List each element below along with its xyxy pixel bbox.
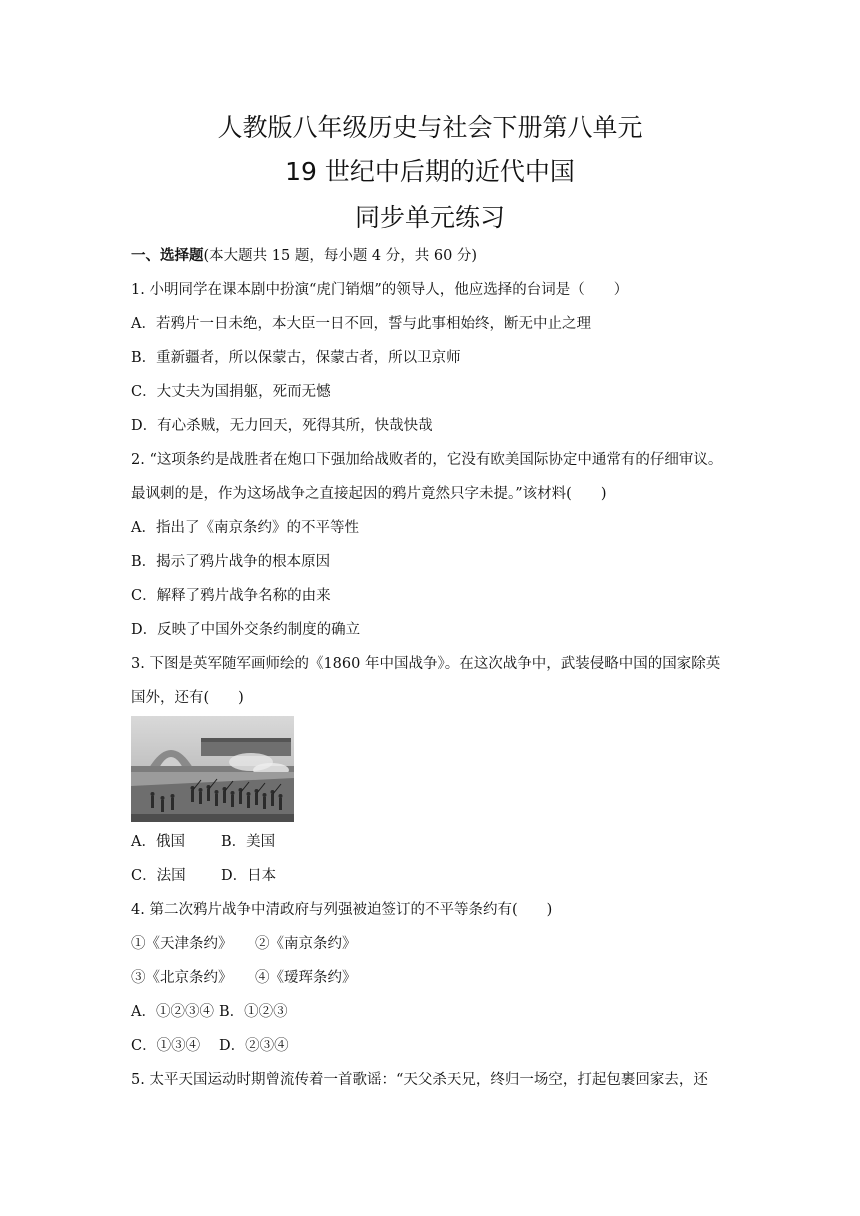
question-3-options-row-1 <box>131 832 275 852</box>
question-4-items-row-1 <box>131 934 357 954</box>
section-note: (本大题共 15 题，每小题 4 分，共 60 分) <box>203 248 478 264</box>
question-5-stem: 5. 太平天国运动时期曾流传着一首歌谣：“天父杀天兄，终归一场空，打起包裹回家去，还 <box>131 1072 708 1088</box>
question-2-option-c: C．解释了鸦片战争名称的由来 <box>131 588 331 604</box>
question-4-item-1: ①《天津条约》 <box>131 936 233 952</box>
question-4-item-2: ②《南京条约》 <box>255 936 357 952</box>
section-heading: 一、选择题 <box>131 247 204 264</box>
question-1-option-d: D．有心杀贼，无力回天，死得其所，快哉快哉 <box>131 418 433 434</box>
title-line-1: 人教版八年级历史与社会下册第八单元 <box>217 113 643 142</box>
title-line-3: 同步单元练习 <box>354 203 505 232</box>
question-4-options-row-2 <box>131 1036 289 1056</box>
question-4-item-4: ④《瑷珲条约》 <box>255 970 357 986</box>
question-4-options-row-1 <box>131 1002 288 1022</box>
question-1-option-c: C．大丈夫为国捐躯，死而无憾 <box>131 384 331 400</box>
question-4-option-a: A．①②③④ <box>131 1004 214 1020</box>
question-3-stem-line-2: 国外，还有( ) <box>131 690 244 706</box>
question-1-option-a: A．若鸦片一日未绝，本大臣一日不回，誓与此事相始终，断无中止之理 <box>131 316 591 332</box>
question-2-option-d: D．反映了中国外交条约制度的确立 <box>131 622 361 638</box>
question-3-option-a: A．俄国 <box>131 834 185 850</box>
battle-engraving-image <box>131 716 294 822</box>
section-header <box>131 246 477 266</box>
question-4-stem: 4. 第二次鸦片战争中清政府与列强被迫签订的不平等条约有( ) <box>131 902 553 918</box>
question-1-stem: 1. 小明同学在课本剧中扮演“虎门销烟”的领导人，他应选择的台词是（ ） <box>131 282 629 298</box>
question-3-option-b: B．美国 <box>221 834 276 850</box>
title-line-2: 19 世纪中后期的近代中国 <box>285 157 575 186</box>
question-2-option-b: B．揭示了鸦片战争的根本原因 <box>131 554 331 570</box>
question-4-option-d: D．②③④ <box>219 1038 289 1054</box>
question-3-stem-line-1: 3. 下图是英军随军画师绘的《1860 年中国战争》。在这次战争中，武装侵略中国的国家除英 <box>131 656 721 672</box>
question-2-stem-line-2: 最讽刺的是，作为这场战争之直接起因的鸦片竟然只字未提。”该材料( ) <box>131 486 607 502</box>
question-4-item-3: ③《北京条约》 <box>131 970 233 986</box>
battle-illustration-icon <box>131 716 294 822</box>
question-3-option-c: C．法国 <box>131 868 186 884</box>
question-4-option-c: C．①③④ <box>131 1038 201 1054</box>
question-4-option-b: B．①②③ <box>219 1004 288 1020</box>
question-2-option-a: A．指出了《南京条约》的不平等性 <box>131 520 359 536</box>
question-3-option-d: D．日本 <box>221 868 277 884</box>
question-1-option-b: B．重新疆者，所以保蒙古，保蒙古者，所以卫京师 <box>131 350 461 366</box>
question-3-options-row-2 <box>131 866 276 886</box>
question-4-items-row-2 <box>131 968 357 988</box>
question-2-stem-line-1: 2. “这项条约是战胜者在炮口下强加给战败者的，它没有欧美国际协定中通常有的仔细审议。 <box>131 452 723 468</box>
